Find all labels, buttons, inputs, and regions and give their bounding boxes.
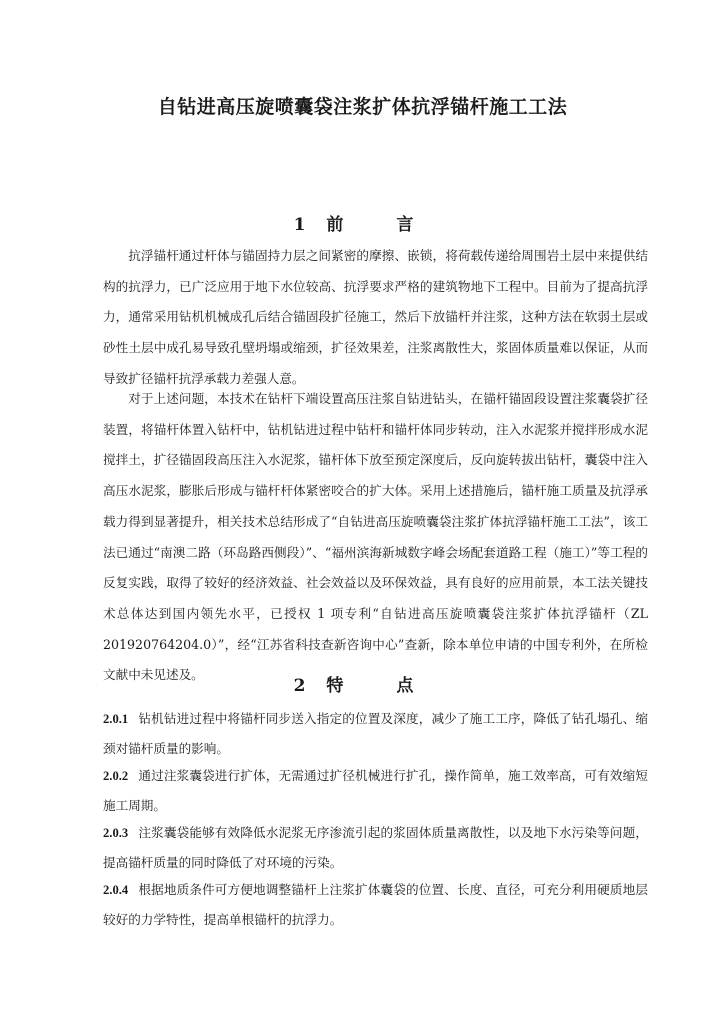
feature-item [103,761,648,821]
document-title: 自钻进高压旋喷囊袋注浆扩体抗浮锚杆施工工法 [157,96,568,118]
section-heading-preface [0,210,725,235]
feature-text: 根据地质条件可方便地调整锚杆上注浆扩体囊袋的位置、长度、直径，可充分利用硬质地层较好的力学特性，提高单根锚杆的抗浮力。 [103,882,648,927]
preface-paragraph-1: 抗浮锚杆通过杆体与锚固持力层之间紧密的摩擦、嵌锁，将荷载传递给周围岩土层中来提供结构的抗浮力，已广泛应用于地下水位较高、抗浮要求严格的建筑物地下工程中。目前为了提高抗浮力，通常采用钻机机械成孔后结合锚固段扩径施工，然后下放锚杆并注浆，这种方法在软弱土层或砂性土层中成孔易导致孔壁坍塌或缩颈，扩径效果差，注浆离散性大，浆固体质量难以保证，从而导致扩径锚杆抗浮承载力差强人意。 [103,248,648,386]
feature-number: 2.0.3 [103,826,129,840]
section-title: 前 言 [326,215,432,235]
section-title: 特 点 [326,676,432,696]
feature-text: 钻机钻进过程中将锚杆同步送入指定的位置及深度，减少了施工工序，降低了钻孔塌孔、缩颈对锚杆质量的影响。 [103,711,648,756]
feature-text: 通过注浆囊袋进行扩体，无需通过扩径机械进行扩孔，操作简单，施工效率高，可有效缩短施工周期。 [103,768,648,813]
preface-paragraph-2: 对于上述问题，本技术在钻杆下端设置高压注浆自钻进钻头，在锚杆锚固段设置注浆囊袋扩径装置，将锚杆体置入钻杆中，钻机钻进过程中钻杆和锚杆体同步转动，注入水泥浆并搅拌形成水泥搅拌土，扩径锚固段高压注入水泥浆，锚杆体下放至预定深度后，反向旋转拔出钻杆，囊袋中注入高压水泥浆，膨胀后形成与锚杆杆体紧密咬合的扩大体。采用上述措施后，锚杆施工质量及抗浮承载力得到显著提升，相关技术总结形成了“自钻进高压旋喷囊袋注浆扩体抗浮锚杆施工工法”，该工法已通过“南澳二路（环岛路西侧段）”、“福州滨海新城数字峰会场配套道路工程（施工）”等工程的反复实践，取得了较好的经济效益、社会效益以及环保效益，具有良好的应用前景，本工法关键技术总体达到国内领先水平，已授权 1 项专利“自钻进高压旋喷囊袋注浆扩体抗浮锚杆（ZL 201920764204.0）”，经“江苏省科技查新咨询中心”查新，除本单位申请的中国专利外，在所检文献中未见述及。 [103,391,648,683]
section-number: 1 [293,215,307,235]
feature-number: 2.0.1 [103,712,129,726]
feature-item [103,818,648,878]
feature-item [103,704,648,764]
feature-number: 2.0.4 [103,883,129,897]
feature-number: 2.0.2 [103,769,129,783]
feature-text: 注浆囊袋能够有效降低水泥浆无序渗流引起的浆固体质量离散性，以及地下水污染等问题，提高锚杆质量的同时降低了对环境的污染。 [103,825,648,870]
section-heading-features [0,671,725,696]
feature-item [103,875,648,935]
section-number: 2 [293,676,307,696]
